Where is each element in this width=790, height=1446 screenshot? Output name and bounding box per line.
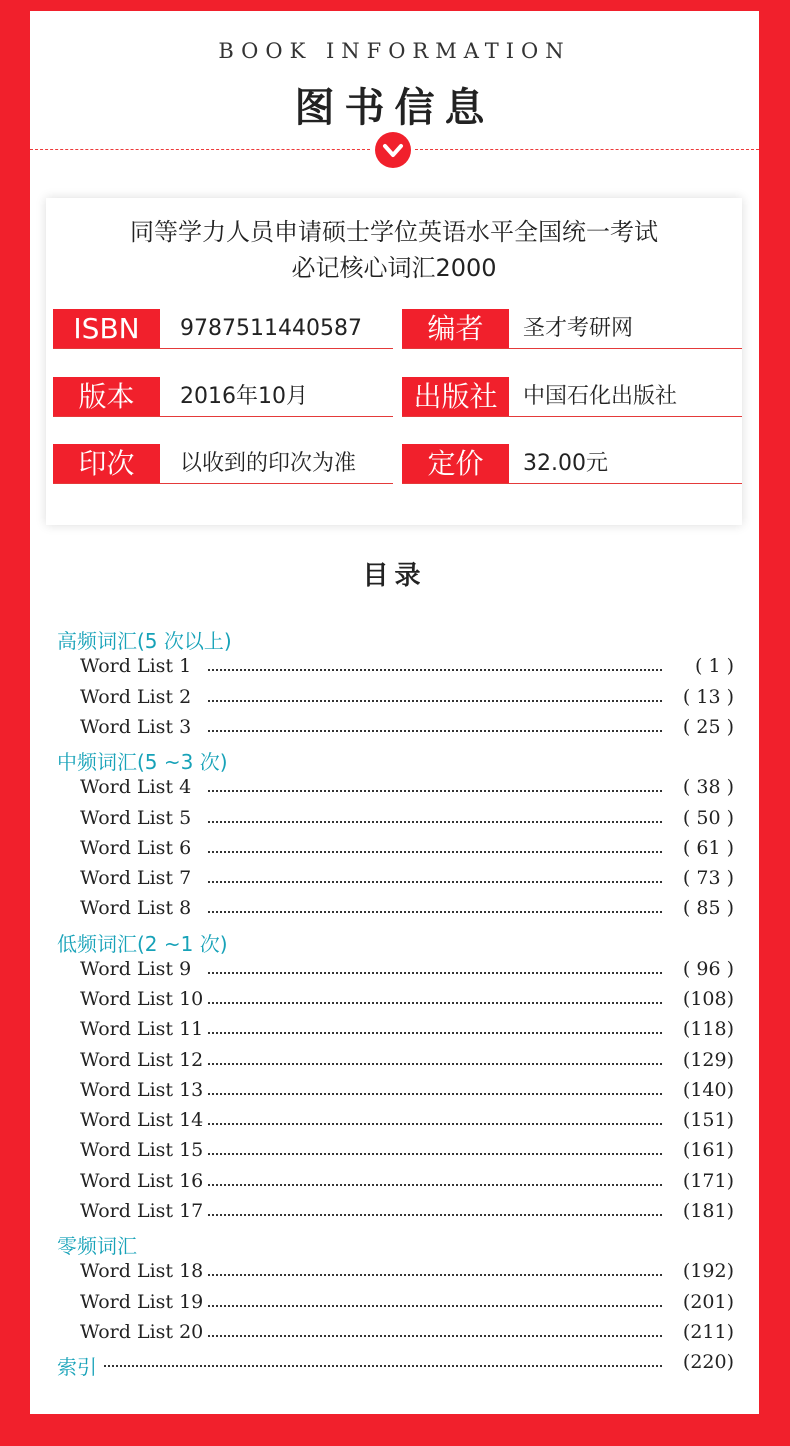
toc-entry [30, 1046, 759, 1076]
toc-leader [208, 911, 662, 913]
field-label: ISBN [53, 309, 160, 348]
toc-leader [208, 700, 662, 702]
toc-entry-title: Word List 12 [80, 1048, 204, 1071]
toc-entry-title: Word List 3 [80, 715, 192, 738]
toc-entry-title: 索引 [57, 1355, 97, 1379]
toc-leader [208, 1335, 662, 1337]
field-label: 定价 [402, 444, 509, 483]
field-printing [53, 444, 393, 484]
toc-page-number: (161) [682, 1139, 734, 1162]
divider-left [30, 149, 370, 150]
page-sheet [30, 11, 759, 1414]
toc-entry [30, 1076, 759, 1106]
toc-entry-title: Word List 19 [80, 1290, 204, 1313]
toc-leader [208, 1002, 662, 1004]
toc-leader [208, 972, 662, 974]
toc-section-title: 零频词汇 [57, 1234, 137, 1258]
toc-page-number: (108) [682, 988, 734, 1010]
field-edition [53, 377, 393, 417]
field-label: 印次 [53, 444, 160, 483]
field-value: 以收到的印次为准 [180, 451, 357, 476]
toc-page-number: ( 25 ) [682, 715, 734, 738]
toc-page-number: ( 13 ) [682, 685, 734, 708]
toc-entry-title: Word List 13 [80, 1078, 204, 1101]
toc-entry [30, 985, 759, 1015]
toc-section [30, 1227, 759, 1257]
toc-entry [30, 683, 759, 713]
toc-page-number: (118) [682, 1018, 734, 1041]
chevron-down-icon [375, 132, 411, 168]
toc-entry-title: Word List 11 [80, 1018, 204, 1041]
toc-page-number: ( 73 ) [682, 867, 734, 889]
toc-leader [208, 669, 662, 671]
field-value: 32.00元 [523, 451, 608, 476]
toc-entry-title: Word List 18 [80, 1260, 204, 1283]
toc-leader [208, 1032, 662, 1034]
toc-page-number: (171) [682, 1169, 734, 1192]
toc-list [30, 622, 759, 1378]
toc-leader [208, 851, 662, 853]
toc-leader [208, 1063, 662, 1065]
toc-entry [30, 1106, 759, 1136]
toc-leader [208, 790, 662, 792]
field-label: 编者 [402, 309, 509, 348]
toc-heading: 目录 [362, 561, 427, 591]
toc-entry-title: Word List 20 [80, 1320, 204, 1343]
toc-leader [208, 821, 662, 823]
field-price [402, 444, 742, 484]
toc-entry [30, 713, 759, 743]
toc-page-number: ( 96 ) [682, 957, 734, 980]
field-isbn [53, 309, 393, 349]
toc-entry [30, 1197, 759, 1227]
toc-leader [104, 1365, 662, 1367]
toc-entry [30, 1015, 759, 1045]
toc-leader [208, 1123, 662, 1125]
toc-section-title: 中频词汇(5 ~3 次) [57, 750, 228, 774]
toc-entry [30, 864, 759, 894]
toc-entry [30, 1288, 759, 1318]
toc-entry [30, 1318, 759, 1348]
toc-page-number: ( 1 ) [695, 655, 734, 678]
toc-entry-title: Word List 7 [80, 867, 192, 889]
toc-entry-title: Word List 6 [80, 836, 192, 859]
toc-page-number: (192) [682, 1260, 734, 1283]
toc-page-number: (220) [682, 1351, 734, 1373]
toc-leader [208, 881, 662, 883]
toc-entry [30, 834, 759, 864]
toc-leader [208, 1305, 662, 1307]
toc-page-number: ( 85 ) [682, 897, 734, 920]
book-title-line1: 同等学力人员申请硕士学位英语水平全国统一考试 [130, 218, 658, 246]
toc-section-title: 高频词汇(5 次以上) [57, 629, 232, 653]
field-label: 出版社 [402, 377, 509, 416]
toc-entry-title: Word List 15 [80, 1139, 204, 1162]
toc-section-title: 低频词汇(2 ~1 次) [57, 931, 228, 956]
toc-entry [30, 894, 759, 924]
field-publisher [402, 377, 742, 417]
toc-page-number: ( 38 ) [682, 776, 734, 799]
toc-leader [208, 1093, 662, 1095]
toc-leader [208, 730, 662, 732]
toc-entry [30, 955, 759, 985]
toc-entry [30, 804, 759, 834]
toc-page-number: (201) [682, 1290, 734, 1313]
toc-page-number: ( 61 ) [682, 836, 734, 859]
toc-section [30, 743, 759, 773]
toc-entry [30, 1136, 759, 1166]
toc-entry-title: Word List 9 [80, 957, 192, 980]
header-eyebrow: BOOK INFORMATION [218, 39, 571, 63]
toc-leader [208, 1214, 662, 1216]
toc-page-number: (211) [682, 1320, 734, 1343]
toc-page-number: (140) [682, 1078, 734, 1101]
toc-page-number: (151) [682, 1109, 734, 1131]
toc-entry-title: Word List 4 [80, 776, 192, 799]
toc-index-entry [30, 1348, 759, 1378]
book-title-line2: 必记核心词汇2000 [291, 254, 497, 282]
toc-entry-title: Word List 16 [80, 1169, 204, 1192]
field-label: 版本 [53, 377, 160, 416]
toc-page-number: (129) [682, 1048, 734, 1071]
toc-leader [208, 1274, 662, 1276]
toc-page-number: ( 50 ) [682, 806, 734, 829]
field-value: 9787511440587 [180, 316, 362, 341]
toc-entry [30, 1257, 759, 1287]
book-title [46, 214, 742, 286]
book-info-card [46, 198, 742, 525]
field-value: 2016年10月 [180, 384, 308, 409]
toc-section [30, 622, 759, 652]
toc-entry-title: Word List 17 [80, 1199, 204, 1222]
toc-entry-title: Word List 8 [80, 897, 192, 920]
toc-entry-title: Word List 14 [80, 1109, 204, 1131]
field-editor [402, 309, 742, 349]
toc-entry-title: Word List 1 [80, 655, 192, 678]
toc-entry [30, 1167, 759, 1197]
toc-entry-title: Word List 2 [80, 685, 192, 708]
toc-leader [208, 1153, 662, 1155]
field-value: 中国石化出版社 [523, 384, 678, 409]
toc-page-number: (181) [682, 1199, 734, 1222]
field-value: 圣才考研网 [523, 316, 634, 341]
toc-section [30, 925, 759, 955]
toc-entry [30, 652, 759, 682]
page-title: 图书信息 [294, 85, 495, 131]
toc-entry-title: Word List 10 [80, 988, 204, 1010]
toc-leader [208, 1184, 662, 1186]
toc-entry [30, 773, 759, 803]
toc-entry-title: Word List 5 [80, 806, 192, 829]
divider-right [415, 149, 759, 150]
